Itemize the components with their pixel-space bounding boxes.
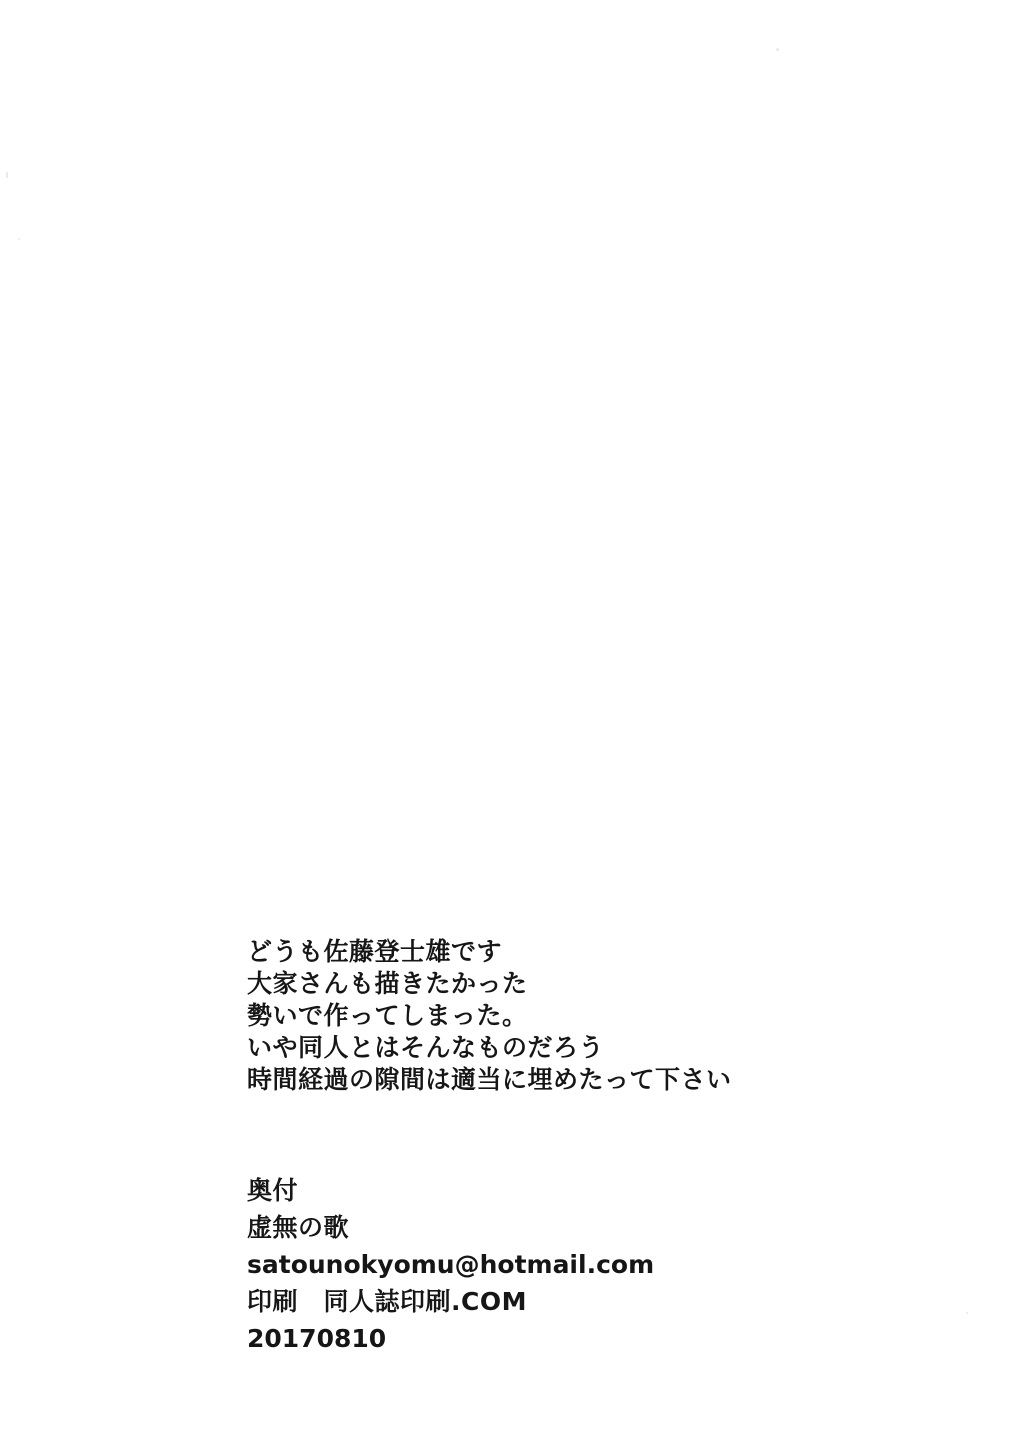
afterword-line: 大家さんも描きたかった bbox=[247, 969, 528, 998]
afterword-block bbox=[247, 936, 947, 1096]
colophon-printer: 印刷 同人誌印刷.COM bbox=[247, 1287, 527, 1316]
afterword-line: 勢いで作ってしまった。 bbox=[247, 1001, 528, 1030]
colophon-email: satounokyomu@hotmail.com bbox=[247, 1250, 655, 1279]
scan-speck-icon bbox=[776, 48, 779, 51]
afterword-line: いや同人とはそんなものだろう bbox=[247, 1033, 605, 1062]
colophon-heading: 奥付 bbox=[247, 1176, 299, 1205]
scan-speck-icon bbox=[6, 172, 8, 178]
afterword-line: 時間経過の隙間は適当に埋めたって下さい bbox=[247, 1065, 732, 1094]
colophon-block bbox=[247, 1172, 947, 1357]
afterword-line: どうも佐藤登士雄です bbox=[247, 937, 503, 966]
colophon-circle-name: 虚無の歌 bbox=[247, 1213, 350, 1242]
scan-speck-icon bbox=[966, 1312, 968, 1314]
colophon-date: 20170810 bbox=[247, 1324, 387, 1353]
scan-speck-icon bbox=[18, 238, 20, 240]
